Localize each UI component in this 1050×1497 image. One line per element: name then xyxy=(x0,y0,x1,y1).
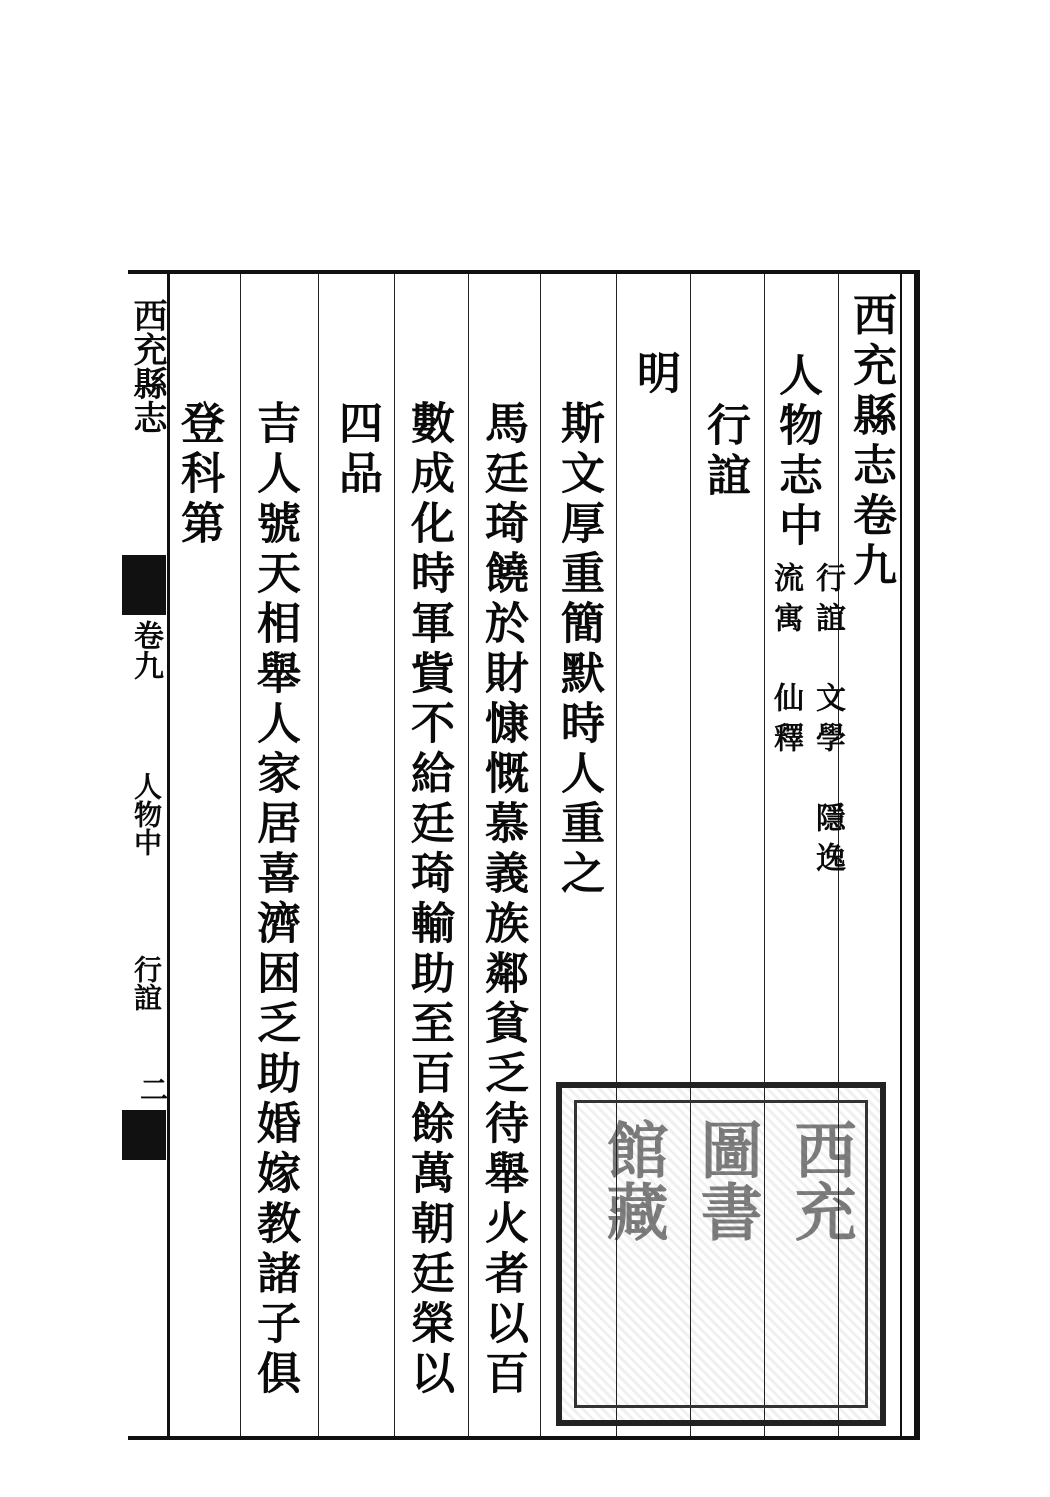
section-heading: 人物志中 xyxy=(771,352,822,552)
seal-text-line: 館藏 xyxy=(596,1118,670,1242)
banxin-section: 人物中 xyxy=(130,772,163,856)
subsection-label: 行誼 xyxy=(810,562,845,642)
subsection-label: 隱逸 xyxy=(810,802,845,882)
subsection-label: 仙釋 xyxy=(768,682,803,762)
seal-text-line: 圖書 xyxy=(690,1118,764,1242)
column-rule xyxy=(318,274,319,1436)
subsection-label: 流寓 xyxy=(768,562,803,642)
banxin-page-number: 二 xyxy=(136,1075,169,1103)
text-column-4: 四品 xyxy=(331,400,382,500)
fishtail-mark xyxy=(122,555,166,615)
dynasty-heading: 明 xyxy=(629,350,680,400)
column-rule xyxy=(240,274,241,1436)
subsection-label: 文學 xyxy=(810,682,845,762)
text-column-1: 斯文厚重簡默時人重之 xyxy=(553,400,604,900)
frame-inner-rule xyxy=(900,274,902,1436)
column-rule xyxy=(468,274,469,1436)
seal-text-line: 西充 xyxy=(784,1118,858,1242)
text-column-5: 吉人號天相舉人家居喜濟困乏助婚嫁教諸子俱 xyxy=(249,400,300,1400)
banxin-volume: 卷九 xyxy=(128,620,163,680)
volume-title: 西充縣志卷九 xyxy=(845,292,896,592)
banxin-book-title: 西充縣志 xyxy=(127,298,167,434)
text-column-3: 數成化時軍貲不給廷琦輸助至百餘萬朝廷榮以 xyxy=(403,400,454,1400)
library-seal xyxy=(556,1082,886,1426)
column-rule xyxy=(540,274,541,1436)
text-column-6: 登科第 xyxy=(173,400,224,550)
fishtail-mark xyxy=(122,1110,166,1160)
column-rule xyxy=(394,274,395,1436)
subsection-list-1 xyxy=(810,562,845,882)
category-heading: 行誼 xyxy=(699,402,750,502)
subsection-list-2 xyxy=(768,562,803,762)
text-column-2: 馬廷琦饒於財慷慨慕義族鄰貧乏待舉火者以百 xyxy=(477,400,528,1400)
banxin-subsection: 行誼 xyxy=(130,955,163,1011)
